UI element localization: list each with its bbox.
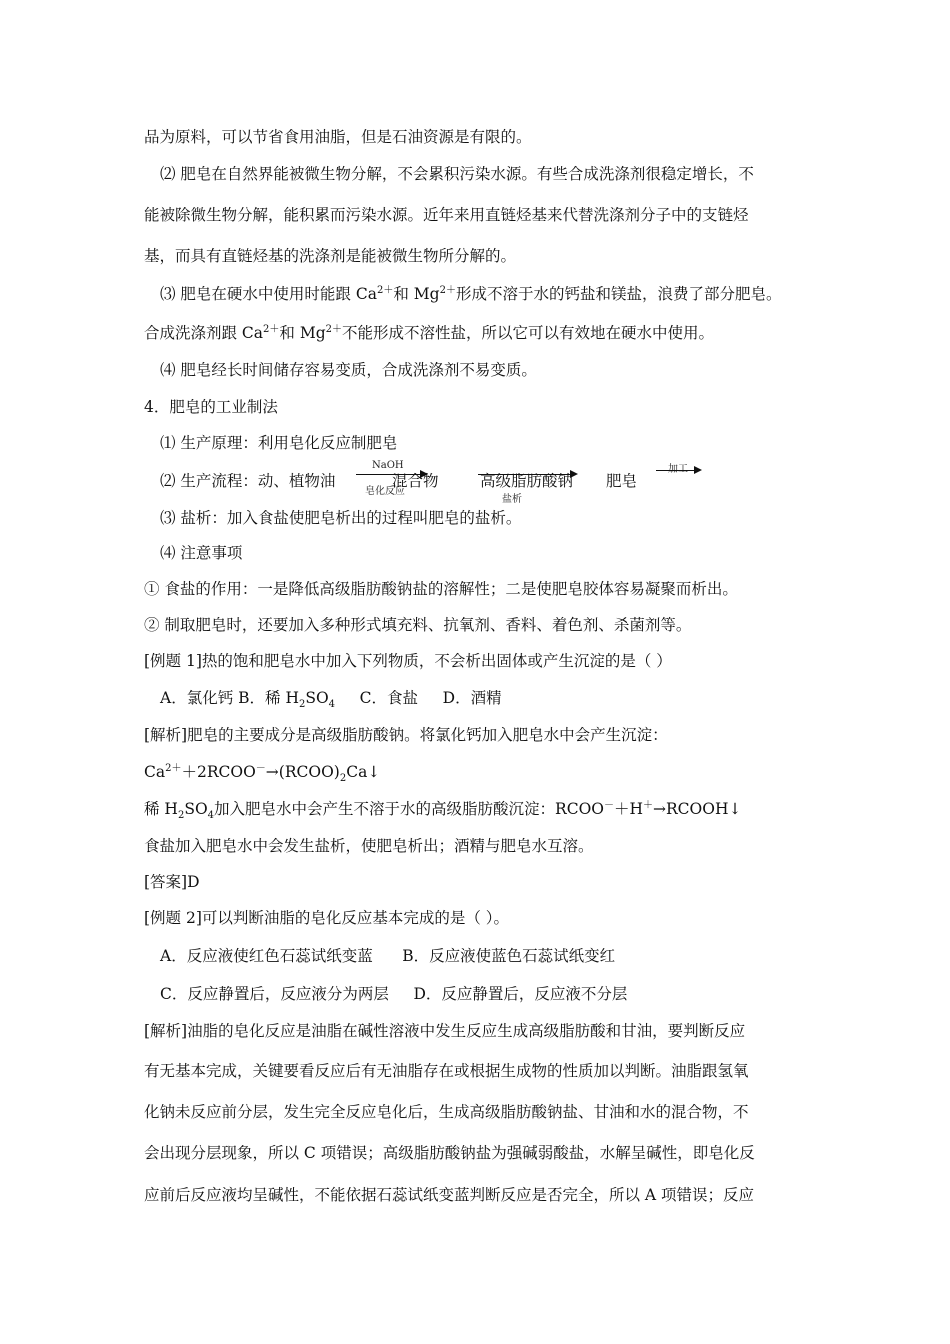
salting-out-line: ⑶ 盐析：加入食盐使肥皂析出的过程叫肥皂的盐析。	[160, 509, 522, 527]
example-2-analysis: 会出现分层现象，所以 C 项错误；高级脂肪酸钠盐为强碱弱酸盐，水解呈碱性，即皂化反	[144, 1144, 755, 1162]
point-4-line: ⑷ 肥皂经长时间储存容易变质，合成洗涤剂不易变质。	[160, 361, 537, 379]
paragraph-line: 合成洗涤剂跟 $Ca^{2+}$和 $Mg^{2+}$不能形成不溶性盐，所以它可以有效地在硬水中使用。	[144, 323, 715, 342]
example-2-analysis: 有无基本完成，关键要看反应后有无油脂存在或根据生成物的性质加以判断。油脂跟氢氧	[144, 1062, 749, 1080]
equation-line: $Ca^{2+}+2RCOO^-\to(RCOO)_2Ca↓$	[144, 762, 381, 785]
paragraph-line: 能被除微生物分解，能积累而污染水源。近年来用直链烃基来代替洗涤剂分子中的支链烃	[144, 206, 749, 224]
note-item: ② 制取肥皂时，还要加入多种形式填充料、抗氧剂、香料、着色剂、杀菌剂等。	[144, 616, 692, 634]
section-heading: 4．肥皂的工业制法	[144, 398, 278, 416]
example-1-question: [例题 1]热的饱和肥皂水中加入下列物质，不会析出固体或产生沉淀的是（ ）	[144, 652, 672, 670]
notes-heading: ⑷ 注意事项	[160, 544, 243, 562]
arrow-label-saponification: 皂化反应	[365, 486, 405, 497]
example-1-analysis: [解析]肥皂的主要成分是高级脂肪酸钠。将氯化钙加入肥皂水中会产生沉淀：	[144, 726, 668, 744]
example-2-question: [例题 2]可以判断油脂的皂化反应基本完成的是（ ）。	[144, 909, 510, 927]
paragraph-line: 品为原料，可以节省食用油脂，但是石油资源是有限的。	[144, 128, 532, 146]
example-2-options: A．反应液使红色石蕊试纸变蓝 B．反应液使蓝色石蕊试纸变红	[160, 947, 616, 965]
point-2-line: ⑵ 肥皂在自然界能被微生物分解，不会累积污染水源。有些合成洗涤剂很稳定增长，不	[160, 165, 754, 183]
production-principle: ⑴ 生产原理：利用皂化反应制肥皂	[160, 434, 398, 452]
arrow-label-processing	[668, 460, 688, 475]
arrow-label-salting-out: 盐析	[502, 494, 522, 505]
flow-node-soap: 肥皂	[606, 472, 638, 490]
example-1-answer: [答案]D	[144, 873, 200, 891]
example-2-analysis: [解析]油脂的皂化反应是油脂在碱性溶液中发生反应生成高级脂肪酸和甘油，要判断反应	[144, 1022, 746, 1040]
example-2-analysis: 化钠未反应前分层，发生完全反应皂化后，生成高级脂肪酸钠盐、甘油和水的混合物，不	[144, 1103, 749, 1121]
example-1-options: A．氯化钙 B．稀 $H_2SO_4$ C．食盐 D．酒精	[160, 689, 502, 711]
flow-node-mixture: 混合物	[392, 472, 439, 490]
arrow-label-naoh: NaOH	[372, 460, 404, 471]
reaction-arrow	[656, 470, 700, 471]
example-2-options: C．反应静置后，反应液分为两层 D．反应静置后，反应液不分层	[160, 985, 628, 1003]
example-1-analysis: 食盐加入肥皂水中会发生盐析，使肥皂析出；酒精与肥皂水互溶。	[144, 837, 594, 855]
equation-line: 稀 $H_2SO_4$加入肥皂水中会产生不溶于水的高级脂肪酸沉淀：RCOO－＋H＋→RCOOH↓	[144, 799, 742, 822]
example-2-analysis: 应前后反应液均呈碱性，不能依据石蕊试纸变蓝判断反应是否完全，所以 A 项错误；反应	[144, 1186, 755, 1204]
flow-node-sodium-salt: 高级脂肪酸钠	[480, 472, 574, 490]
note-item: ① 食盐的作用：一是降低高级脂肪酸钠盐的溶解性；二是使肥皂胶体容易凝聚而析出。	[144, 580, 738, 598]
point-3-line: ⑶ 肥皂在硬水中使用时能跟 $Ca^{2+}$和 $Mg^{2+}$形成不溶于水的钙盐和镁盐，浪费了部分肥皂。	[160, 284, 782, 303]
production-flow	[160, 462, 800, 510]
flow-prefix: ⑵ 生产流程：动、植物油	[160, 472, 336, 490]
paragraph-line: 基，而具有直链烃基的洗涤剂是能被微生物所分解的。	[144, 247, 517, 265]
